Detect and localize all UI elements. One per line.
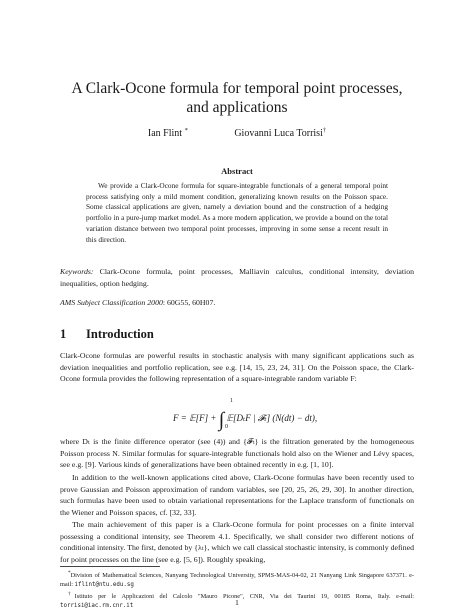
author-footnote-mark: * [184,127,188,134]
paragraph: where Dₜ is the finite difference operator (see (4)) and {𝓕ₜ} is the filtration generated by the homogeneous Poisson process N. Similar formulas for square-integrable functionals hold also on the Wiener and Lévy spaces, see e.g. [9]. Various kinds of generalizations have been obtained recently in e.g. [1, 10]. [60,437,414,470]
ams-label: AMS Subject Classification 2000 [60,298,163,307]
keywords [60,266,414,289]
author-list [60,125,414,140]
abstract-heading: Abstract [221,166,253,176]
paragraph: The main achievement of this paper is a Clark-Ocone formula for point processes on a finite interval possessing a conditional intensity, see Theorem 4.1. Specifically, we shall consider two different notions of conditional intensity. The first, denoted by {λₜ}, which we call classical stochastic intensity, is commonly defined for point processes on the line (see e.g. [5, 6]). Roughly speaking, [60,520,414,564]
section-heading [60,327,154,342]
abstract-text: We provide a Clark-Ocone formula for square-integrable functionals of a general temporal point process satisfying only a mild moment condition, generalizing known results on the Poisson space. Some classical applications are given, namely a deviation bound and the construction of a hedging portfolio in a pure-jump market model. As a more modern application, we provide a bound on the total variation distance between two temporal point processes, improving in some sense a recent result in this direction. [86,181,388,244]
paragraph: In addition to the well-known applications cited above, Clark-Ocone formulas have been recently used to prove Gaussian and Poisson approximation of random variables, see [20, 25, 26, 29, 30]. In another direction, such formulas have been used to obtain variational representations for the Laplace transform of functionals on the Wiener and Poisson spaces, cf. [32, 33]. [60,473,414,517]
equation-rhs: 𝔼[DₜF | 𝓕ₜ] (N(dt) − dt), [226,413,318,423]
keywords-text: Clark-Ocone formula, point processes, Malliavin calculus, conditional intensity, deviation inequalities, option hedging. [60,267,414,288]
paragraph: Clark-Ocone formulas are powerful results in stochastic analysis with many significant applications such as deviation inequalities and portfolio replication, see e.g. [14, 15, 23, 24, 31]. On the Poisson space, the Clark-Ocone formula provides the following representation of a square-integrable random variable F: [60,351,414,384]
paper-title: A Clark-Ocone formula for temporal point processes, and applications [71,80,403,116]
author [234,125,326,140]
footnote-text: Division of Mathematical Sciences, Nanyang Technological University, SPMS-MAS-04-02, 21 Nanyang Link Singapore 637371. e-mail: [60,572,414,588]
footnote-text: Istituto per le Applicazioni del Calcolo "Mauro Picone", CNR, Via dei Taurini 19, 00185 Roma, Italy. e-mail: [74,592,414,600]
email-link[interactable]: torrisi@iac.rm.cnr.it [60,602,134,609]
integral-upper-limit: 1 [230,398,233,404]
ams-classification [60,297,414,308]
footnote-mark: † [68,590,75,597]
footnote-divider [60,566,160,567]
keywords-label: Keywords: [60,267,94,276]
integral-lower-limit: 0 [225,424,228,430]
ams-codes: : 60G55, 60H07. [162,298,216,307]
equation-lhs: F = 𝔼[F] + [173,413,217,423]
integral-symbol: ∫ [218,409,225,431]
author-name: Ian Flint [147,128,183,140]
display-equation [60,396,414,432]
page-number: 1 [235,598,239,607]
section-title: Introduction [86,327,154,341]
email-link[interactable]: iflint@ntu.edu.sg [74,581,134,588]
author [148,125,188,140]
section-number: 1 [60,327,67,341]
author-name: Giovanni Luca Torrisi [234,128,323,140]
footnote [60,569,414,590]
footnote-mark: * [68,570,71,576]
author-footnote-mark: † [322,127,327,134]
